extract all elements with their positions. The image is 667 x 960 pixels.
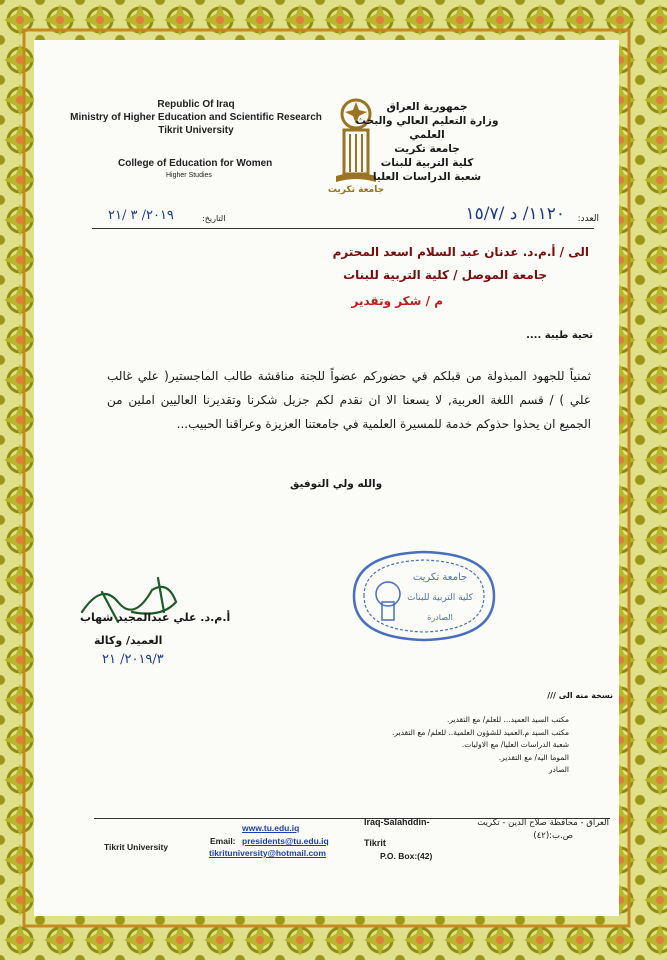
recipient-name: الى / أ.م.د. عدنان عبد السلام اسعد المحترم: [332, 245, 589, 259]
footer-arabic-po: ص.ب:(٤٢): [533, 831, 573, 841]
list-item: الموما اليه/ مع التقدير.: [498, 752, 569, 762]
recipient-institution: جامعة الموصل / كلية التربية للبنات: [343, 268, 547, 282]
footer-email-label: Email:: [210, 836, 236, 846]
header-ar-university: جامعة تكريت: [394, 143, 460, 155]
header-ar-higher: شعبة الدراسات العليا: [372, 171, 482, 183]
header-college: College of Education for Women: [118, 158, 273, 169]
closing-phrase: والله ولي التوفيق: [290, 478, 383, 490]
header-higher-studies: Higher Studies: [166, 172, 212, 179]
header-republic: Republic Of Iraq: [157, 99, 235, 110]
reference-date-value: ٢٠١٩/ ٣ /٢١: [108, 208, 174, 223]
footer-arabic-address: العراق - محافظة صلاح الدين - تكريت: [477, 818, 609, 828]
list-item: مكتب السيد م.العميد للشؤون العلمية.. للعلم/ مع التقدير.: [392, 727, 569, 737]
signature-date: ٢٠١٩/٣/ ٢١: [102, 652, 164, 667]
list-item: الصادر: [548, 765, 569, 774]
header-ar-republic: جمهورية العراق: [386, 101, 468, 113]
header-ar-ministry: وزارة التعليم العالي والبحث العلمي: [355, 115, 499, 141]
cc-heading: نسخة منه الى ///: [547, 691, 613, 700]
header-ar-college: كلية التربية للبنات: [380, 157, 474, 169]
header-ministry: Ministry of Higher Education and Scientific Research: [70, 112, 322, 123]
list-item: مكتب السيد العميد... للعلم/ مع التقدير.: [446, 715, 569, 724]
cc-list: [392, 714, 569, 777]
list-item: شعبة الدراسات العليا/ مع الاوليات.: [461, 740, 569, 749]
stamp-line1: جامعة تكريت: [412, 572, 468, 583]
footer-address-line1: Iraq-Salahddin-: [364, 817, 430, 827]
footer-university: Tikrit University: [104, 842, 169, 852]
signatory-title: العميد/ وكالة: [94, 634, 163, 647]
header-english: [66, 98, 326, 137]
reference-number-value: ١١٢٠/ د /١٥/٧: [465, 204, 565, 224]
letter-body: ثمنياً للجهود المبذولة من قبلكم في حضوركم عضواً للجنة مناقشة طالب الماجستير( علي غالب علي ) / قسم اللغة العربية, لا يسعنا الا ان نقدم لكم جزيل شكرنا وتقديرنا العاليين املين من الجميع ان يحذوا حذوكم خدمة للمسيرة العلمية في جامعتنا العزيزة وعراقنا الحبيب...: [107, 369, 591, 431]
header-university: Tikrit University: [158, 125, 234, 136]
header-arabic: [337, 100, 517, 184]
reference-date-label: التاريخ:: [202, 214, 226, 223]
stamp-line3: الصادرة: [427, 613, 453, 622]
signatory-name: أ.م.د. علي عبدالمجيد شهاب: [80, 611, 231, 624]
stamp-line2: كلية التربية للبنات: [407, 593, 473, 603]
footer-email-link-1[interactable]: presidents@tu.edu.iq: [242, 836, 329, 846]
greeting: تحية طيبة ....: [526, 330, 593, 341]
header-divider: [92, 228, 594, 229]
reference-number-label: العدد:: [577, 214, 599, 224]
footer-website-link[interactable]: www.tu.edu.iq: [242, 823, 300, 833]
official-stamp: [340, 544, 508, 648]
footer-po-box: P.O. Box:(42): [380, 851, 433, 861]
footer-address-line2: Tikrit: [364, 838, 386, 848]
subject-line: م / شكر وتقدير: [351, 294, 443, 308]
logo-text: جامعة تكريت: [327, 185, 385, 195]
footer-email-link-2[interactable]: tikrituniversity@hotmail.com: [209, 848, 326, 858]
handwritten-signature: [72, 572, 192, 638]
